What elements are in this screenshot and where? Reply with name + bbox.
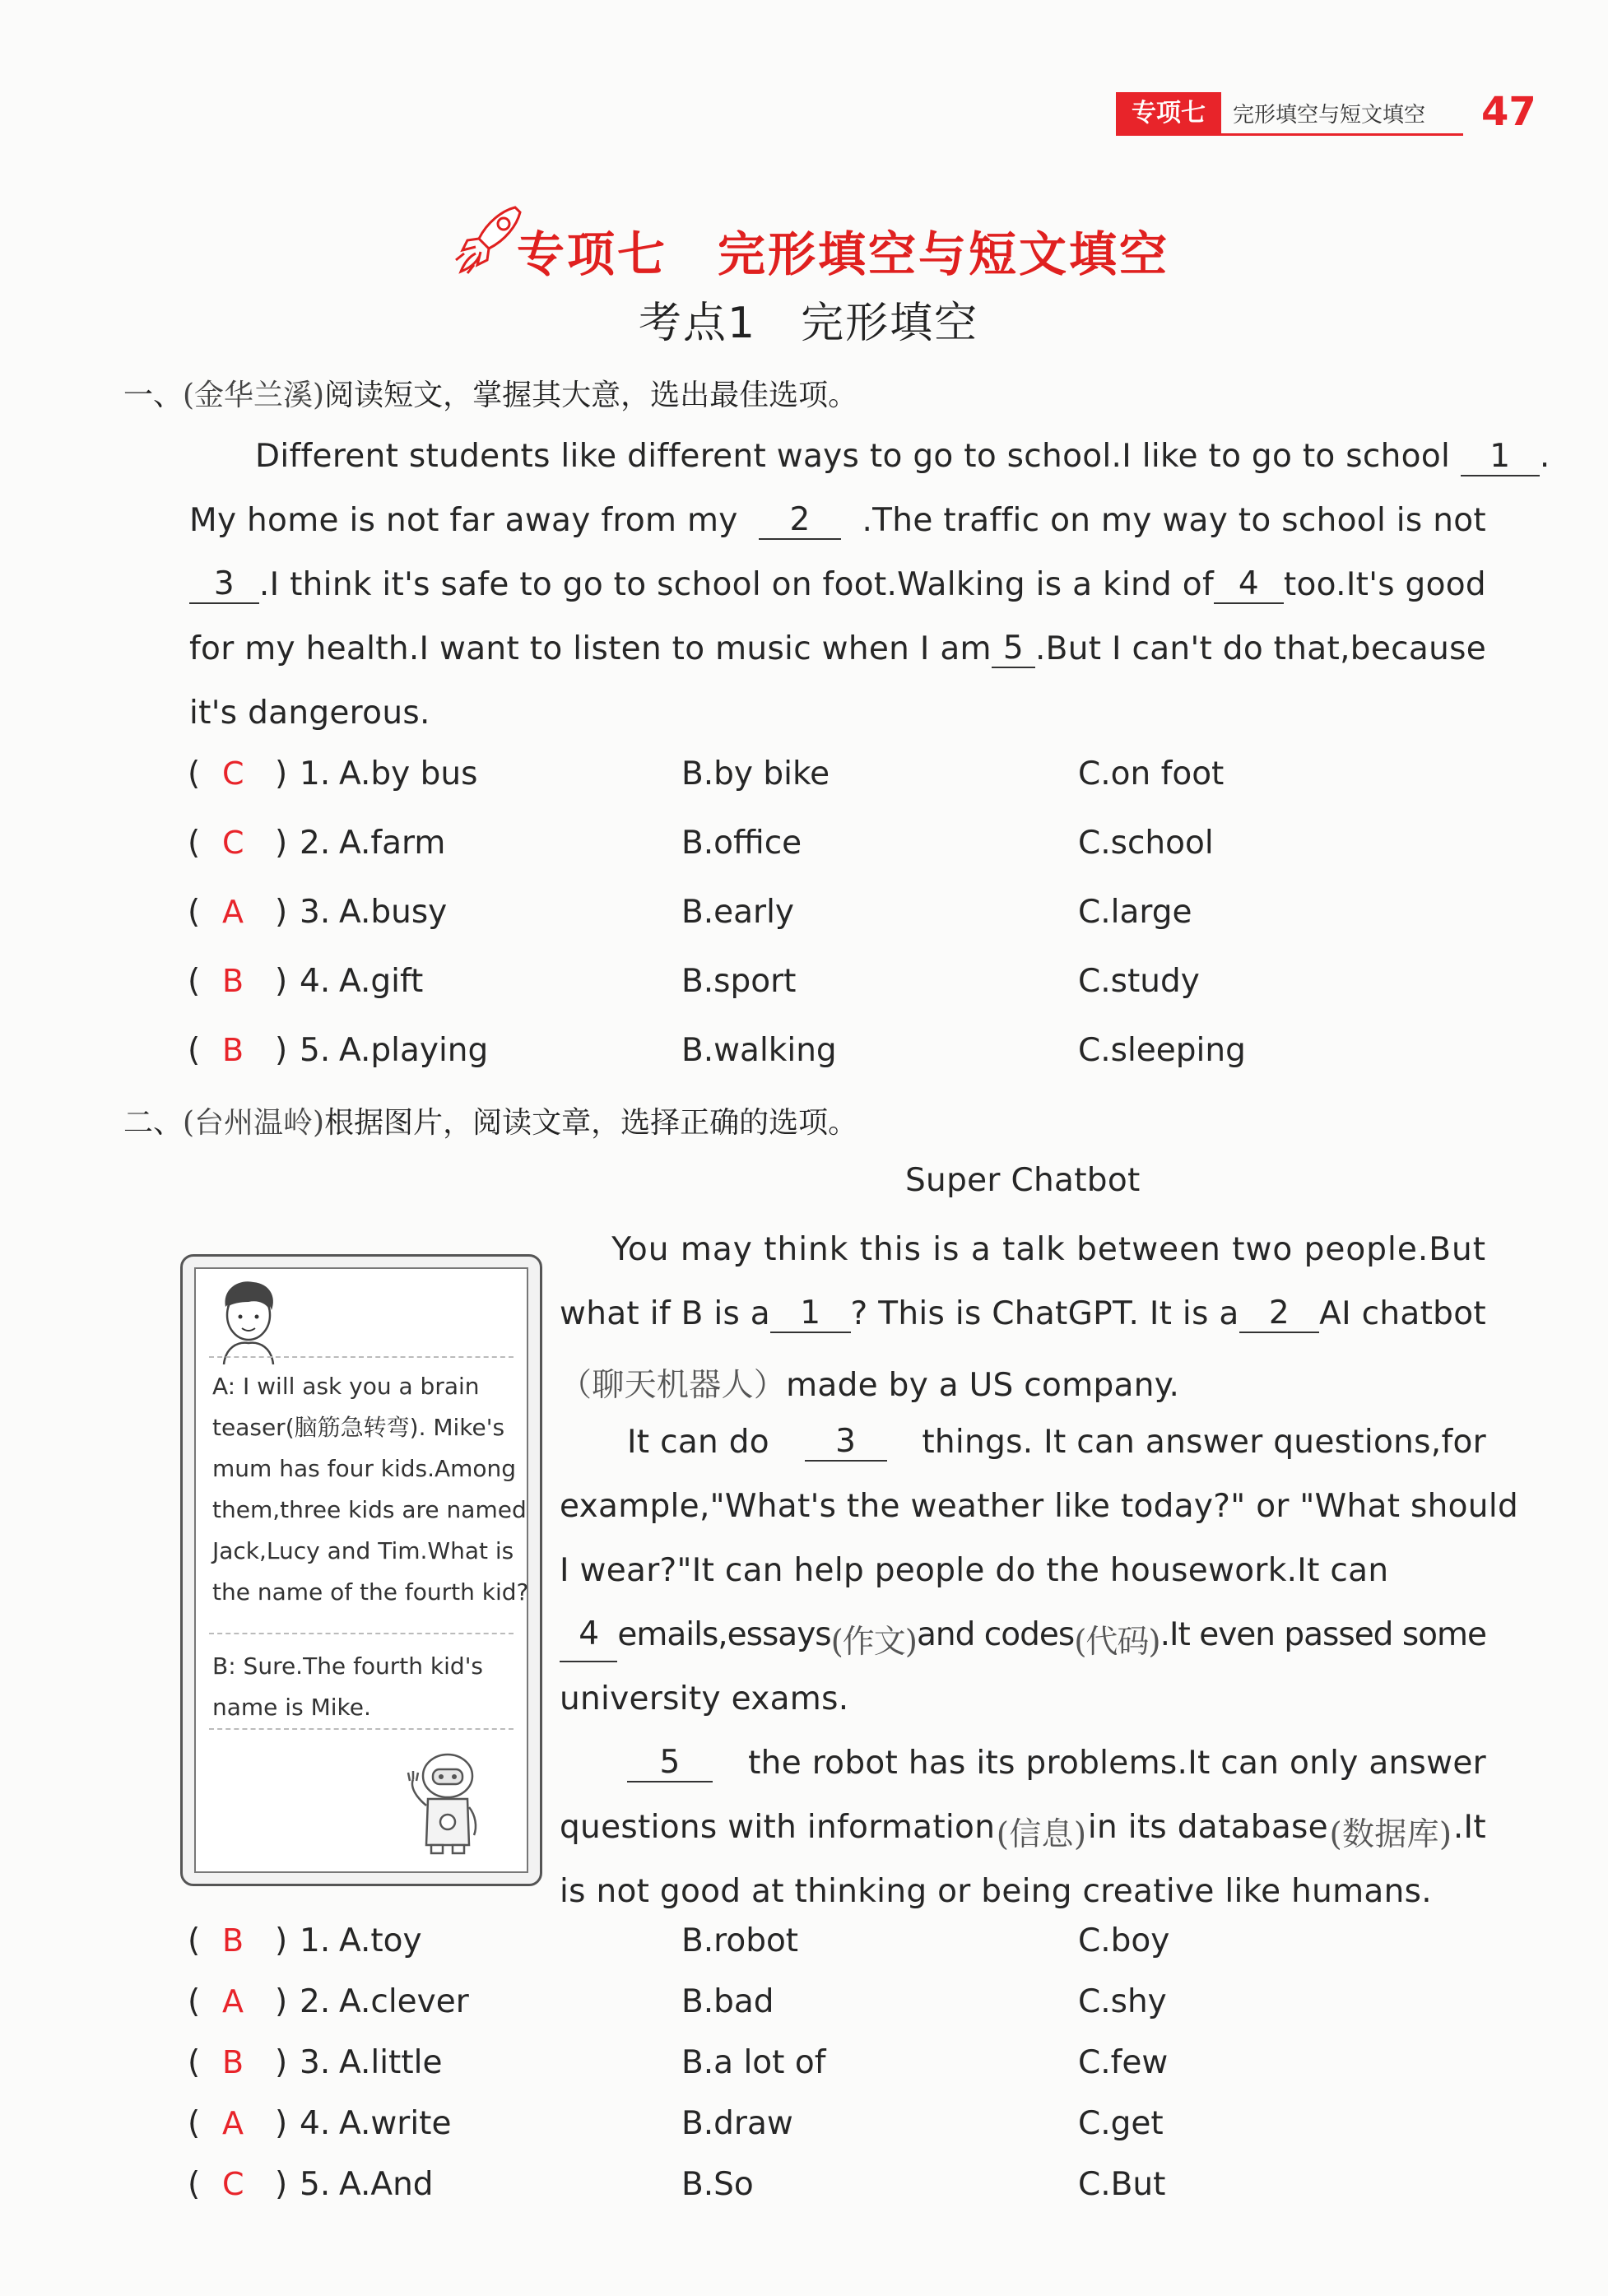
passage-text: .It (1452, 1809, 1486, 1846)
passage2-p2-line1 (627, 1424, 1486, 1462)
section1-instruction: 阅读短文，掌握其大意，选出最佳选项。 (324, 379, 858, 412)
passage-text: It can do (627, 1424, 769, 1461)
paren-open: ( (188, 1922, 201, 1959)
option-b: B.a lot of (681, 2044, 826, 2081)
option-c: C.study (1078, 963, 1200, 1000)
blank-4: 4 (1214, 566, 1284, 604)
option-c: C.large (1078, 894, 1192, 931)
card-line (212, 1407, 528, 1448)
passage1-line2 (189, 502, 1486, 540)
passage2-p1-line2 (560, 1295, 1486, 1333)
section-tag: 专项七 (1116, 92, 1221, 135)
question-number: 3. (300, 894, 331, 931)
passage-text: made by a US company. (786, 1367, 1180, 1404)
blank-2: 2 (759, 502, 841, 540)
boy-avatar-icon (207, 1274, 290, 1364)
passage-text: Different students like different ways to go to school.I like to go to school (255, 438, 1451, 475)
passage1-line1 (255, 438, 1550, 476)
option-b: B.walking (681, 1032, 837, 1069)
passage-text: and codes (917, 1616, 1075, 1653)
option-c: C.boy (1078, 1922, 1170, 1959)
paren-close: ) (275, 2105, 288, 2142)
passage-text: .The traffic on my way to school is not (862, 502, 1486, 539)
passage2-p1-line1 (560, 1231, 1486, 1268)
answer-mark: A (222, 1983, 244, 2019)
option-c: C.But (1078, 2166, 1166, 2203)
passage-text: .But I can't do that,because (1034, 630, 1486, 667)
question-row (0, 825, 1608, 874)
option-a: A.by bus (339, 755, 478, 792)
question-row (0, 2044, 1608, 2094)
question-number: 5. (300, 2166, 331, 2203)
answer-mark: C (222, 2166, 244, 2202)
section2-instruction: 根据图片，阅读文章，选择正确的选项。 (324, 1106, 858, 1140)
card-divider (209, 1356, 514, 1358)
question-number: 2. (300, 1983, 331, 2020)
passage-text: what if B is a (560, 1295, 770, 1332)
passage2-p2-line2: example,"What's the weather like today?" or "What should (560, 1488, 1519, 1525)
passage-text: AI chatbot (1319, 1295, 1486, 1332)
option-c: C.shy (1078, 1983, 1167, 2020)
card-text: 脑筋急转弯 (294, 1414, 410, 1441)
option-c: C.sleeping (1078, 1032, 1246, 1069)
option-b: B.sport (681, 963, 797, 1000)
option-a: A.playing (339, 1032, 489, 1069)
section2-source: (台州温岭) (183, 1106, 325, 1140)
blank-1: 1 (1461, 439, 1540, 476)
question-row (0, 2166, 1608, 2215)
blank-2-3: 3 (805, 1424, 887, 1462)
answer-mark: C (222, 755, 244, 792)
answer-mark: B (222, 1032, 244, 1068)
passage1-line5: it's dangerous. (189, 695, 430, 732)
passage-cn: (信息) (996, 1816, 1087, 1853)
card-speaker-a (212, 1366, 528, 1613)
page-number: 47 (1481, 89, 1536, 135)
passage-cn: (代码) (1074, 1624, 1160, 1661)
option-c: C.few (1078, 2044, 1169, 2081)
question-number: 4. (300, 2105, 331, 2142)
blank-2-1: 1 (770, 1295, 851, 1333)
question-row (0, 963, 1608, 1012)
option-b: B.bad (681, 1983, 774, 2020)
question-row (0, 755, 1608, 805)
question-row (0, 2105, 1608, 2154)
card-line: Jack,Lucy and Tim.What is (212, 1537, 514, 1564)
robot-icon (398, 1748, 489, 1855)
passage-text: .It even passed some (1160, 1616, 1486, 1653)
question-row (0, 1922, 1608, 1972)
option-b: B.robot (681, 1922, 799, 1959)
card-text: teaser( (212, 1414, 295, 1441)
option-a: A.write (339, 2105, 452, 2142)
passage-cn: （聊天机器人） (560, 1367, 787, 1404)
passage-text: . (1539, 438, 1550, 475)
question-row (0, 1983, 1608, 2033)
card-line: B: Sure.The fourth kid's (212, 1652, 483, 1680)
section1-heading (123, 372, 857, 414)
page-subtitle: 考点1 完形填空 (639, 299, 979, 348)
passage2-p2-line5: university exams. (560, 1680, 849, 1717)
passage-text: You may think this is a talk between two people.But (611, 1231, 1486, 1268)
header-subtitle: 完形填空与短文填空 (1233, 103, 1426, 128)
card-line: mum has four kids.Among (212, 1455, 517, 1482)
answer-mark: C (222, 825, 244, 861)
passage-text: My home is not far away from my (189, 502, 738, 539)
paren-close: ) (275, 755, 288, 792)
passage2-p1-line3 (560, 1359, 1179, 1406)
card-divider (209, 1728, 514, 1730)
blank-2-2: 2 (1239, 1295, 1320, 1333)
option-a: A.And (339, 2166, 434, 2203)
paren-open: ( (188, 2044, 201, 2081)
passage-text: ? This is ChatGPT. It is a (850, 1295, 1239, 1332)
paren-close: ) (275, 894, 288, 931)
paren-open: ( (188, 1983, 201, 2020)
passage-text: too.It's good (1283, 566, 1486, 603)
passage-text: things. It can answer questions,for (922, 1424, 1486, 1461)
card-divider (209, 1633, 514, 1634)
paren-open: ( (188, 755, 201, 792)
section2-heading (123, 1099, 857, 1141)
card-speaker-b (212, 1646, 483, 1728)
option-c: C.on foot (1078, 755, 1225, 792)
card-line: the name of the fourth kid? (212, 1578, 529, 1606)
paren-close: ) (275, 1983, 288, 2020)
answer-mark: A (222, 894, 244, 930)
paren-open: ( (188, 963, 201, 1000)
paren-open: ( (188, 2105, 201, 2142)
option-a: A.farm (339, 825, 446, 862)
passage2-p3-line1 (627, 1745, 1486, 1782)
paren-open: ( (188, 825, 201, 862)
passage-cn: (数据库) (1329, 1816, 1452, 1853)
section1-source: (金华兰溪) (183, 379, 325, 412)
question-row (0, 1032, 1608, 1081)
answer-mark: B (222, 2044, 244, 2080)
answer-mark: A (222, 2105, 244, 2141)
blank-2-4: 4 (560, 1616, 617, 1662)
paren-close: ) (275, 1922, 288, 1959)
section1-number: 一、 (123, 379, 184, 412)
question-number: 3. (300, 2044, 331, 2081)
question-number: 4. (300, 963, 331, 1000)
passage-text: the robot has its problems.It can only answer (748, 1745, 1486, 1782)
passage2-title: Super Chatbot (905, 1162, 1141, 1199)
paren-close: ) (275, 1032, 288, 1069)
answer-mark: B (222, 963, 244, 999)
paren-open: ( (188, 1032, 201, 1069)
option-a: A.toy (339, 1922, 422, 1959)
card-line: A: I will ask you a brain (212, 1373, 480, 1400)
passage1-line4 (189, 630, 1486, 668)
section2-number: 二、 (123, 1106, 184, 1140)
option-c: C.get (1078, 2105, 1164, 2142)
blank-2-5: 5 (627, 1745, 713, 1782)
option-a: A.busy (339, 894, 448, 931)
passage-cn: (作文) (830, 1624, 918, 1661)
question-number: 1. (300, 1922, 331, 1959)
passage1-line3 (189, 566, 1486, 604)
option-a: A.gift (339, 963, 424, 1000)
option-b: B.draw (681, 2105, 793, 2142)
paren-close: ) (275, 825, 288, 862)
option-a: A.clever (339, 1983, 469, 2020)
option-b: B.by bike (681, 755, 830, 792)
question-row (0, 894, 1608, 943)
answer-mark: B (222, 1922, 244, 1959)
paren-close: ) (275, 2044, 288, 2081)
passage-text: questions with information (560, 1809, 996, 1846)
passage2-p3-line3: is not good at thinking or being creative like humans. (560, 1873, 1432, 1910)
page-title: 专项七 完形填空与短文填空 (517, 226, 1170, 282)
passage-text: in its database (1087, 1809, 1328, 1846)
passage-text: for my health.I want to listen to music when I am (189, 630, 992, 667)
passage-text: emails,essays (617, 1616, 831, 1653)
paren-close: ) (275, 2166, 288, 2203)
blank-5: 5 (992, 630, 1035, 668)
paren-open: ( (188, 2166, 201, 2203)
paren-close: ) (275, 963, 288, 1000)
blank-3: 3 (189, 566, 259, 604)
passage2-p2-line3: I wear?"It can help people do the housework.It can (560, 1552, 1389, 1589)
card-line: them,three kids are named (212, 1496, 527, 1523)
option-c: C.school (1078, 825, 1214, 862)
card-line: name is Mike. (212, 1694, 371, 1721)
question-number: 1. (300, 755, 331, 792)
header-underline (1116, 133, 1463, 136)
option-b: B.early (681, 894, 794, 931)
card-text: ). Mike's (409, 1414, 505, 1441)
passage2-p3-line2 (560, 1809, 1486, 1855)
passage2-p2-line4 (560, 1616, 1486, 1662)
question-number: 2. (300, 825, 331, 862)
option-b: B.office (681, 825, 802, 862)
passage-text: .I think it's safe to go to school on foot.Walking is a kind of (258, 566, 1215, 603)
paren-open: ( (188, 894, 201, 931)
question-number: 5. (300, 1032, 331, 1069)
option-b: B.So (681, 2166, 754, 2203)
option-a: A.little (339, 2044, 443, 2081)
